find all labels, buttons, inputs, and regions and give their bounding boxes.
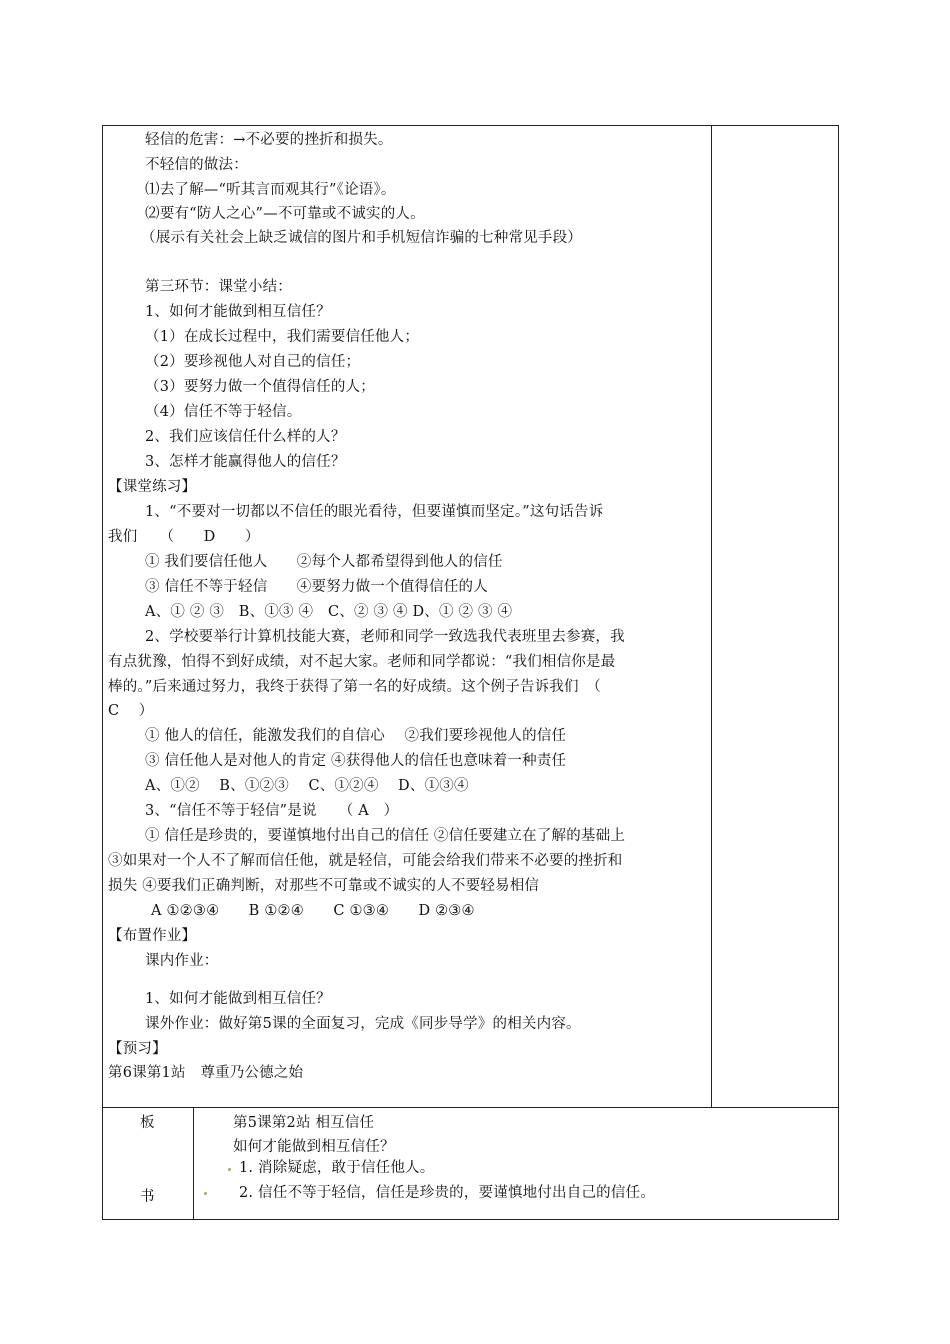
table-right-border	[838, 125, 839, 1219]
text-line: 2、我们应该信任什么样的人？	[145, 429, 346, 445]
text-line: （4）信任不等于轻信。	[145, 404, 302, 420]
text-line: ① 他人的信任，能激发我们的自信心 ②我们要珍视他人的信任	[145, 728, 567, 744]
text-line: A ①②③④ B ①②④ C ①③④ D ②③④	[151, 903, 475, 919]
board-section-divider	[102, 1107, 838, 1108]
bullet-dot	[204, 1192, 207, 1195]
text-line: ⑴去了解—“听其言而观其行”《论语》。	[145, 182, 396, 198]
text-line: C ）	[108, 703, 154, 719]
board-label-top: 板	[140, 1115, 155, 1131]
table-top-border	[102, 125, 838, 126]
text-line: ① 信任是珍贵的，要谨慎地付出自己的信任 ②信任要建立在了解的基础上	[145, 828, 626, 844]
text-line: ③ 信任他人是对他人的肯定 ④获得他人的信任也意味着一种责任	[145, 753, 567, 769]
text-line: （1）在成长过程中，我们需要信任他人；	[145, 329, 420, 345]
board-label-divider	[193, 1107, 194, 1219]
board-line: 如何才能做到相互信任？	[233, 1139, 395, 1155]
bullet-dot	[228, 1168, 231, 1171]
text-line: 棒的。”后来通过努力，我终于获得了第一名的好成绩。这个例子告诉我们 （	[108, 679, 601, 695]
section-heading: 第三环节：课堂小结：	[145, 279, 292, 295]
text-line: （3）要努力做一个值得信任的人；	[145, 379, 375, 395]
section-heading: 【课堂练习】	[108, 479, 197, 495]
text-line: ⑵要有“防人之心”—不可靠或不诚实的人。	[145, 206, 425, 222]
text-line: ③如果对一个人不了解而信任他，就是轻信，可能会给我们带来不必要的挫折和	[108, 853, 623, 869]
text-line: ① 我们要信任他人 ②每个人都希望得到他人的信任	[145, 554, 503, 570]
text-line: 轻信的危害：→不必要的挫折和损失。	[145, 132, 393, 148]
text-line: 有点犹豫，怕得不到好成绩，对不起大家。老师和同学都说：“我们相信你是最	[108, 654, 616, 670]
text-line: 不轻信的做法：	[145, 157, 248, 173]
text-line: 课外作业：做好第5课的全面复习，完成《同步导学》的相关内容。	[145, 1016, 581, 1032]
text-line: 1、“不要对一切都以不信任的眼光看待，但要谨慎而坚定。”这句话告诉	[145, 504, 604, 520]
section-heading: 【预习】	[108, 1041, 167, 1057]
text-line: 3、怎样才能赢得他人的信任？	[145, 454, 346, 470]
text-line: A、①② B、①②③ C、①②④ D、①③④	[145, 778, 469, 794]
board-title: 第5课第2站 相互信任	[233, 1115, 375, 1131]
table-left-border	[102, 125, 103, 1219]
notes-column-divider	[711, 125, 712, 1107]
text-line: ③ 信任不等于轻信 ④要努力做一个值得信任的人	[145, 579, 488, 595]
text-line: 课内作业：	[145, 953, 219, 969]
text-line: 第6课第1站 尊重乃公德之始	[108, 1065, 304, 1081]
board-line: 2. 信任不等于轻信，信任是珍贵的，要谨慎地付出自己的信任。	[239, 1185, 655, 1201]
text-line: 1、如何才能做到相互信任？	[145, 304, 331, 320]
section-heading: 【布置作业】	[108, 928, 197, 944]
text-line: （展示有关社会上缺乏诚信的图片和手机短信诈骗的七种常见手段）	[141, 230, 582, 246]
text-line: 损失 ④要我们正确判断，对那些不可靠或不诚实的人不要轻易相信	[108, 878, 540, 894]
board-line: 1. 消除疑虑，敢于信任他人。	[239, 1160, 435, 1176]
text-line: 1、如何才能做到相互信任？	[145, 991, 331, 1007]
text-line: 2、学校要举行计算机技能大赛，老师和同学一致选我代表班里去参赛，我	[145, 629, 625, 645]
board-label-bottom: 书	[140, 1189, 155, 1205]
text-line: 3、“信任不等于轻信”是说 （ A ）	[145, 803, 399, 819]
text-line: 我们 （ D ）	[108, 529, 260, 545]
text-line: A、① ② ③ B、①③ ④ C、② ③ ④ D、① ② ③ ④	[145, 604, 513, 620]
table-bottom-border	[102, 1219, 839, 1220]
text-line: （2）要珍视他人对自己的信任；	[145, 354, 361, 370]
